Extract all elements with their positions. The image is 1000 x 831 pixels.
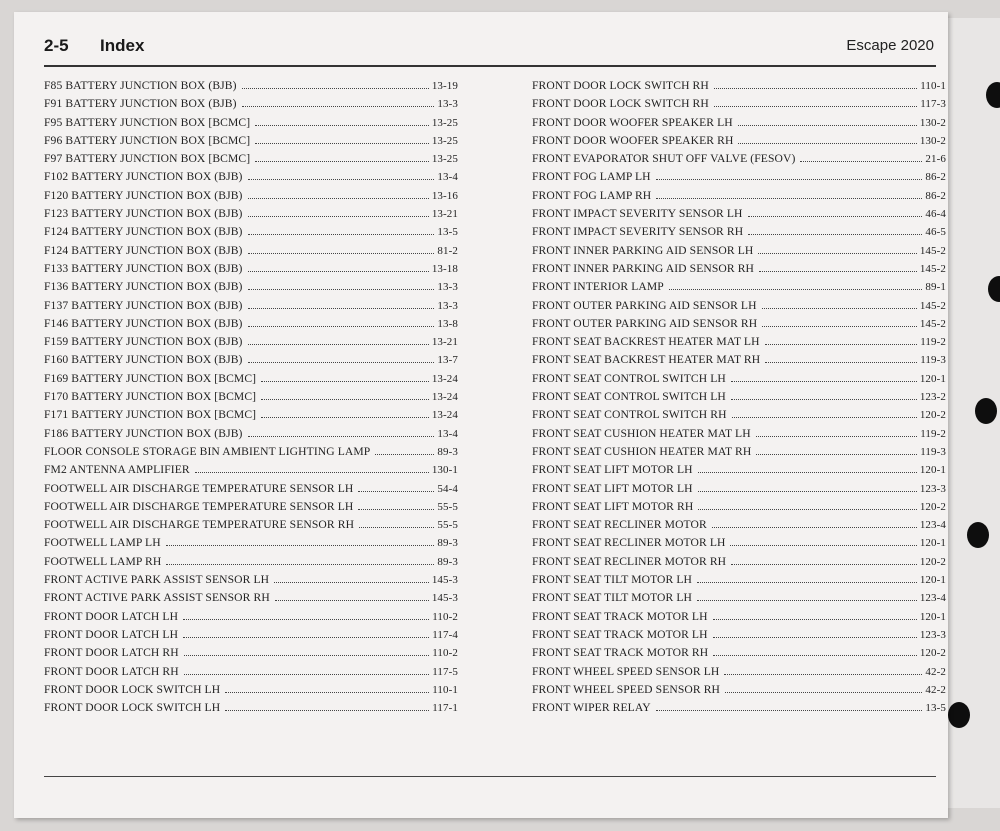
dot-leader bbox=[698, 490, 917, 492]
index-entry-page: 13-25 bbox=[431, 134, 458, 147]
index-entry bbox=[532, 610, 946, 628]
index-entry-name: F123 BATTERY JUNCTION BOX (BJB) bbox=[44, 207, 243, 221]
binder-hole bbox=[967, 522, 989, 548]
index-entry-name: FRONT DOOR LATCH RH bbox=[44, 646, 179, 660]
index-entry-page: 130-2 bbox=[919, 134, 946, 147]
index-entry-page: 13-16 bbox=[431, 189, 458, 202]
index-entry bbox=[532, 152, 946, 170]
index-entry-page: 13-24 bbox=[431, 391, 458, 404]
index-entry-name: FRONT SEAT TRACK MOTOR LH bbox=[532, 627, 708, 641]
index-entry bbox=[44, 445, 458, 463]
index-entry bbox=[44, 628, 458, 646]
dot-leader bbox=[732, 416, 917, 418]
index-entry-page: 120-1 bbox=[919, 574, 946, 587]
index-entry bbox=[532, 244, 946, 262]
index-entry-name: FRONT DOOR WOOFER SPEAKER LH bbox=[532, 115, 733, 129]
index-entry-name: FM2 ANTENNA AMPLIFIER bbox=[44, 463, 190, 477]
index-entry-page: 117-3 bbox=[920, 98, 946, 111]
index-entry bbox=[44, 299, 458, 317]
index-entry bbox=[44, 390, 458, 408]
index-entry-page: 55-5 bbox=[437, 500, 458, 513]
dot-leader bbox=[669, 288, 923, 290]
index-entry bbox=[44, 116, 458, 134]
dot-leader bbox=[731, 563, 917, 565]
dot-leader bbox=[762, 325, 917, 327]
index-entry-name: FRONT WHEEL SPEED SENSOR RH bbox=[532, 682, 721, 696]
index-entry-page: 119-2 bbox=[920, 336, 946, 349]
dot-leader bbox=[697, 581, 917, 583]
index-entry-name: FRONT ACTIVE PARK ASSIST SENSOR LH bbox=[44, 573, 270, 587]
index-entry-name: F159 BATTERY JUNCTION BOX (BJB) bbox=[44, 335, 243, 349]
index-entry-page: 145-2 bbox=[919, 244, 946, 257]
index-entry-page: 42-2 bbox=[925, 665, 946, 678]
index-entry-page: 46-5 bbox=[925, 226, 946, 239]
index-entry bbox=[44, 225, 458, 243]
index-entry-page: 13-21 bbox=[431, 336, 458, 349]
dot-leader bbox=[765, 343, 918, 345]
dot-leader bbox=[358, 508, 434, 510]
index-entry-name: FRONT OUTER PARKING AID SENSOR RH bbox=[532, 316, 758, 330]
dot-leader bbox=[255, 142, 429, 144]
index-entry bbox=[44, 170, 458, 188]
index-entry-name: FRONT SEAT TRACK MOTOR LH bbox=[532, 609, 708, 623]
index-entry-page: 86-2 bbox=[925, 171, 946, 184]
index-entry-name: FRONT SEAT RECLINER MOTOR bbox=[532, 518, 707, 532]
dot-leader bbox=[697, 599, 917, 601]
index-entry-name: FLOOR CONSOLE STORAGE BIN AMBIENT LIGHTING LAMP bbox=[44, 444, 371, 458]
index-entry-page: 89-3 bbox=[437, 537, 458, 550]
index-entry-page: 13-25 bbox=[431, 116, 458, 129]
index-entry-page: 123-3 bbox=[919, 628, 946, 641]
index-entry-page: 81-2 bbox=[437, 244, 458, 257]
section-title: Index bbox=[100, 36, 145, 55]
index-entry-page: 145-2 bbox=[919, 262, 946, 275]
dot-leader bbox=[762, 307, 917, 309]
index-entry bbox=[44, 408, 458, 426]
index-entry-name: FRONT SEAT LIFT MOTOR LH bbox=[532, 481, 693, 495]
dot-leader bbox=[248, 252, 435, 254]
index-page bbox=[14, 12, 948, 818]
index-entry-page: 110-2 bbox=[432, 647, 458, 660]
index-entry bbox=[44, 79, 458, 97]
index-entry-name: FRONT SEAT TRACK MOTOR RH bbox=[532, 646, 709, 660]
dot-leader bbox=[261, 380, 429, 382]
dot-leader bbox=[714, 105, 917, 107]
index-entry-page: 54-4 bbox=[437, 482, 458, 495]
index-entry-name: FRONT ACTIVE PARK ASSIST SENSOR RH bbox=[44, 591, 270, 605]
index-entry-page: 119-3 bbox=[920, 445, 946, 458]
index-entry bbox=[44, 427, 458, 445]
index-entry-name: FRONT SEAT CONTROL SWITCH RH bbox=[532, 408, 727, 422]
dot-leader bbox=[225, 691, 429, 693]
index-entry-page: 55-5 bbox=[437, 519, 458, 532]
index-entry-name: F170 BATTERY JUNCTION BOX [BCMC] bbox=[44, 390, 257, 404]
index-entry-name: FRONT DOOR LOCK SWITCH LH bbox=[44, 682, 221, 696]
index-entry-page: 130-1 bbox=[431, 464, 458, 477]
index-entry-name: FRONT IMPACT SEVERITY SENSOR RH bbox=[532, 225, 744, 239]
index-entry bbox=[44, 97, 458, 115]
index-entry-name: F124 BATTERY JUNCTION BOX (BJB) bbox=[44, 225, 243, 239]
index-entry-name: F146 BATTERY JUNCTION BOX (BJB) bbox=[44, 316, 243, 330]
index-entry-name: FRONT DOOR LOCK SWITCH LH bbox=[44, 701, 221, 715]
index-entry bbox=[44, 482, 458, 500]
dot-leader bbox=[255, 160, 429, 162]
index-entry-name: F137 BATTERY JUNCTION BOX (BJB) bbox=[44, 298, 243, 312]
index-entry bbox=[44, 500, 458, 518]
index-entry-page: 13-7 bbox=[437, 354, 458, 367]
dot-leader bbox=[698, 471, 917, 473]
index-entry-name: F169 BATTERY JUNCTION BOX [BCMC] bbox=[44, 371, 257, 385]
index-entry-name: FRONT INNER PARKING AID SENSOR RH bbox=[532, 261, 755, 275]
index-entry bbox=[44, 701, 458, 719]
index-entry-page: 89-3 bbox=[437, 555, 458, 568]
index-entry bbox=[44, 262, 458, 280]
dot-leader bbox=[248, 325, 435, 327]
dot-leader bbox=[713, 618, 917, 620]
index-entry-page: 120-1 bbox=[919, 372, 946, 385]
index-entry bbox=[532, 116, 946, 134]
index-entry-page: 123-3 bbox=[919, 482, 946, 495]
dot-leader bbox=[261, 416, 429, 418]
document-title: Escape 2020 bbox=[846, 37, 934, 54]
index-entry-page: 13-18 bbox=[431, 262, 458, 275]
index-entry bbox=[532, 280, 946, 298]
dot-leader bbox=[358, 490, 434, 492]
dot-leader bbox=[248, 270, 429, 272]
index-entry bbox=[532, 189, 946, 207]
dot-leader bbox=[261, 398, 429, 400]
dot-leader bbox=[748, 215, 923, 217]
index-entry bbox=[44, 610, 458, 628]
dot-leader bbox=[225, 709, 429, 711]
index-entry-page: 13-3 bbox=[437, 299, 458, 312]
index-entry-name: FRONT SEAT CUSHION HEATER MAT RH bbox=[532, 444, 752, 458]
index-entry-name: FRONT SEAT CONTROL SWITCH LH bbox=[532, 390, 726, 404]
dot-leader bbox=[725, 691, 922, 693]
dot-leader bbox=[656, 178, 923, 180]
index-entry-page: 13-5 bbox=[925, 702, 946, 715]
index-entry-name: FRONT DOOR LATCH LH bbox=[44, 609, 179, 623]
index-entry bbox=[532, 665, 946, 683]
index-entry-page: 123-4 bbox=[919, 519, 946, 532]
dot-leader bbox=[731, 398, 917, 400]
index-entry-name: F97 BATTERY JUNCTION BOX [BCMC] bbox=[44, 152, 251, 166]
index-entry bbox=[532, 536, 946, 554]
dot-leader bbox=[248, 233, 435, 235]
index-entry-page: 123-2 bbox=[919, 391, 946, 404]
dot-leader bbox=[248, 435, 435, 437]
index-entry-name: FOOTWELL LAMP RH bbox=[44, 554, 162, 568]
index-entry bbox=[44, 280, 458, 298]
index-entry-page: 110-2 bbox=[432, 610, 458, 623]
index-entry bbox=[44, 646, 458, 664]
dot-leader bbox=[195, 471, 429, 473]
index-entry bbox=[44, 244, 458, 262]
index-entry bbox=[44, 134, 458, 152]
index-entry-page: 13-21 bbox=[431, 208, 458, 221]
dot-leader bbox=[255, 124, 429, 126]
index-entry-name: F136 BATTERY JUNCTION BOX (BJB) bbox=[44, 280, 243, 294]
page-number: 2-5 bbox=[44, 36, 69, 55]
dot-leader bbox=[183, 636, 429, 638]
footer-rule bbox=[44, 776, 936, 777]
index-entry-name: F186 BATTERY JUNCTION BOX (BJB) bbox=[44, 426, 243, 440]
dot-leader bbox=[656, 197, 922, 199]
index-entry bbox=[532, 683, 946, 701]
index-entry-name: FRONT DOOR LOCK SWITCH RH bbox=[532, 79, 709, 92]
dot-leader bbox=[713, 636, 917, 638]
index-entry bbox=[532, 445, 946, 463]
dot-leader bbox=[698, 508, 917, 510]
index-entry-page: 89-3 bbox=[437, 445, 458, 458]
index-entry-page: 119-2 bbox=[920, 427, 946, 440]
index-entry-name: F124 BATTERY JUNCTION BOX (BJB) bbox=[44, 243, 243, 257]
index-entry bbox=[532, 225, 946, 243]
index-entry-name: FOOTWELL AIR DISCHARGE TEMPERATURE SENSOR RH bbox=[44, 518, 355, 532]
index-entry-name: FRONT IMPACT SEVERITY SENSOR LH bbox=[532, 207, 743, 221]
index-entry-page: 86-2 bbox=[925, 189, 946, 202]
index-entry-page: 13-3 bbox=[437, 281, 458, 294]
index-entry bbox=[532, 317, 946, 335]
index-entry-name: F133 BATTERY JUNCTION BOX (BJB) bbox=[44, 261, 243, 275]
index-entry-page: 120-2 bbox=[919, 500, 946, 513]
index-entry bbox=[532, 701, 946, 719]
dot-leader bbox=[166, 544, 435, 546]
index-entry bbox=[532, 555, 946, 573]
dot-leader bbox=[656, 709, 923, 711]
index-entry bbox=[532, 518, 946, 536]
dot-leader bbox=[183, 618, 429, 620]
index-entry-page: 123-4 bbox=[919, 592, 946, 605]
index-entry-page: 89-1 bbox=[925, 281, 946, 294]
index-entry bbox=[532, 408, 946, 426]
index-entry-name: F91 BATTERY JUNCTION BOX (BJB) bbox=[44, 97, 237, 111]
index-entry bbox=[532, 427, 946, 445]
dot-leader bbox=[274, 581, 429, 583]
index-entry-name: FRONT INTERIOR LAMP bbox=[532, 280, 664, 294]
dot-leader bbox=[756, 453, 917, 455]
index-entry bbox=[532, 646, 946, 664]
index-entry-name: FRONT SEAT TILT MOTOR LH bbox=[532, 573, 693, 587]
dot-leader bbox=[248, 288, 435, 290]
index-entry-name: FRONT WHEEL SPEED SENSOR LH bbox=[532, 664, 720, 678]
index-entry bbox=[44, 335, 458, 353]
dot-leader bbox=[738, 124, 917, 126]
index-entry-name: FRONT DOOR LATCH LH bbox=[44, 627, 179, 641]
index-entry bbox=[44, 189, 458, 207]
dot-leader bbox=[184, 654, 430, 656]
binder-hole bbox=[975, 398, 997, 424]
index-entry bbox=[44, 463, 458, 481]
dot-leader bbox=[275, 599, 429, 601]
dot-leader bbox=[248, 361, 435, 363]
index-entry-page: 46-4 bbox=[925, 208, 946, 221]
index-entry-page: 120-1 bbox=[919, 537, 946, 550]
index-entry-name: FRONT SEAT TILT MOTOR LH bbox=[532, 591, 693, 605]
index-entry-page: 42-2 bbox=[925, 683, 946, 696]
index-entry-page: 13-24 bbox=[431, 409, 458, 422]
dot-leader bbox=[731, 380, 917, 382]
dot-leader bbox=[248, 343, 429, 345]
index-entry-name: FRONT DOOR LATCH RH bbox=[44, 664, 179, 678]
dot-leader bbox=[748, 233, 922, 235]
index-entry bbox=[44, 555, 458, 573]
index-entry bbox=[44, 536, 458, 554]
index-entry bbox=[532, 353, 946, 371]
index-entry-name: FRONT SEAT RECLINER MOTOR LH bbox=[532, 536, 726, 550]
index-entry bbox=[532, 628, 946, 646]
index-entry-page: 117-1 bbox=[432, 702, 458, 715]
dot-leader bbox=[242, 105, 435, 107]
dot-leader bbox=[375, 453, 434, 455]
index-entry-page: 13-4 bbox=[437, 171, 458, 184]
index-entry bbox=[532, 299, 946, 317]
index-entry-name: FRONT SEAT BACKREST HEATER MAT LH bbox=[532, 335, 760, 349]
index-entry-page: 119-3 bbox=[920, 354, 946, 367]
index-entry-page: 117-4 bbox=[432, 628, 458, 641]
index-entry-page: 120-1 bbox=[919, 610, 946, 623]
index-entry bbox=[44, 317, 458, 335]
index-entry-page: 145-2 bbox=[919, 317, 946, 330]
page-header bbox=[44, 36, 934, 58]
index-entry-page: 117-5 bbox=[432, 665, 458, 678]
index-entry bbox=[532, 500, 946, 518]
index-entry-name: FRONT SEAT CUSHION HEATER MAT LH bbox=[532, 426, 751, 440]
index-column-right bbox=[532, 79, 946, 719]
index-entry-page: 145-2 bbox=[919, 299, 946, 312]
index-entry bbox=[532, 170, 946, 188]
index-entry-page: 13-8 bbox=[437, 317, 458, 330]
index-entry bbox=[44, 353, 458, 371]
index-entry bbox=[532, 134, 946, 152]
index-entry-name: F160 BATTERY JUNCTION BOX (BJB) bbox=[44, 353, 243, 367]
index-entry bbox=[44, 683, 458, 701]
header-rule bbox=[44, 65, 936, 67]
index-entry-name: FRONT INNER PARKING AID SENSOR LH bbox=[532, 243, 754, 257]
dot-leader bbox=[248, 215, 429, 217]
index-entry-name: FRONT SEAT CONTROL SWITCH LH bbox=[532, 371, 726, 385]
index-entry-name: F85 BATTERY JUNCTION BOX (BJB) bbox=[44, 79, 237, 92]
index-entry bbox=[44, 372, 458, 390]
dot-leader bbox=[738, 142, 916, 144]
index-entry-page: 145-3 bbox=[431, 592, 458, 605]
index-column-left bbox=[44, 79, 458, 719]
dot-leader bbox=[800, 160, 922, 162]
dot-leader bbox=[713, 654, 917, 656]
index-entry bbox=[532, 372, 946, 390]
index-entry-page: 13-25 bbox=[431, 153, 458, 166]
index-entry bbox=[44, 665, 458, 683]
dot-leader bbox=[359, 526, 434, 528]
index-entry-name: FRONT SEAT BACKREST HEATER MAT RH bbox=[532, 353, 761, 367]
dot-leader bbox=[166, 563, 434, 565]
index-entry bbox=[44, 573, 458, 591]
index-entry-name: FRONT EVAPORATOR SHUT OFF VALVE (FESOV) bbox=[532, 152, 796, 166]
index-entry-page: 13-5 bbox=[437, 226, 458, 239]
index-entry-name: FRONT DOOR WOOFER SPEAKER RH bbox=[532, 133, 734, 147]
index-entry bbox=[44, 518, 458, 536]
binder-hole bbox=[948, 702, 970, 728]
dot-leader bbox=[242, 87, 429, 89]
index-entry bbox=[532, 482, 946, 500]
dot-leader bbox=[730, 544, 916, 546]
index-entry bbox=[532, 97, 946, 115]
dot-leader bbox=[184, 673, 430, 675]
dot-leader bbox=[759, 270, 917, 272]
index-entry-page: 13-19 bbox=[431, 80, 458, 92]
index-entry-name: FRONT SEAT LIFT MOTOR LH bbox=[532, 463, 693, 477]
index-entry-page: 120-1 bbox=[919, 464, 946, 477]
dot-leader bbox=[712, 526, 917, 528]
index-entry-name: FRONT SEAT LIFT MOTOR RH bbox=[532, 499, 694, 513]
index-entry-page: 13-24 bbox=[431, 372, 458, 385]
index-entry-page: 21-6 bbox=[925, 153, 946, 166]
dot-leader bbox=[724, 673, 922, 675]
index-entry bbox=[532, 79, 946, 97]
index-entry-name: FOOTWELL LAMP LH bbox=[44, 536, 161, 550]
index-entry bbox=[532, 207, 946, 225]
index-entry bbox=[532, 390, 946, 408]
index-entry-page: 145-3 bbox=[431, 574, 458, 587]
dot-leader bbox=[758, 252, 916, 254]
index-entry bbox=[532, 591, 946, 609]
index-entry-page: 120-2 bbox=[919, 409, 946, 422]
index-entry-page: 120-2 bbox=[919, 647, 946, 660]
index-entry-name: FRONT FOG LAMP RH bbox=[532, 188, 652, 202]
index-entry-page: 13-4 bbox=[437, 427, 458, 440]
index-entry bbox=[44, 207, 458, 225]
index-entry-page: 130-2 bbox=[919, 116, 946, 129]
index-entry-name: F95 BATTERY JUNCTION BOX [BCMC] bbox=[44, 115, 251, 129]
index-entry bbox=[44, 152, 458, 170]
index-entry bbox=[532, 262, 946, 280]
index-entry-name: FRONT FOG LAMP LH bbox=[532, 170, 651, 184]
index-entry bbox=[532, 463, 946, 481]
index-entry-page: 110-1 bbox=[920, 80, 946, 92]
index-entry bbox=[532, 335, 946, 353]
dot-leader bbox=[765, 361, 917, 363]
dot-leader bbox=[714, 87, 917, 89]
index-entry-name: F171 BATTERY JUNCTION BOX [BCMC] bbox=[44, 408, 257, 422]
index-entry-page: 120-2 bbox=[919, 555, 946, 568]
index-entry-page: 13-3 bbox=[437, 98, 458, 111]
index-entry-name: FOOTWELL AIR DISCHARGE TEMPERATURE SENSOR LH bbox=[44, 481, 354, 495]
index-entry-name: FRONT DOOR LOCK SWITCH RH bbox=[532, 97, 709, 111]
dot-leader bbox=[248, 307, 435, 309]
index-entry-name: FOOTWELL AIR DISCHARGE TEMPERATURE SENSOR LH bbox=[44, 499, 354, 513]
index-entry-name: F102 BATTERY JUNCTION BOX (BJB) bbox=[44, 170, 243, 184]
index-entry-page: 110-1 bbox=[432, 683, 458, 696]
index-entry-name: FRONT OUTER PARKING AID SENSOR LH bbox=[532, 298, 757, 312]
index-entry bbox=[532, 573, 946, 591]
dot-leader bbox=[756, 435, 918, 437]
index-entry-name: FRONT SEAT RECLINER MOTOR RH bbox=[532, 554, 727, 568]
dot-leader bbox=[248, 178, 435, 180]
index-entry-name: FRONT WIPER RELAY bbox=[532, 701, 651, 715]
dot-leader bbox=[248, 197, 429, 199]
index-entry bbox=[44, 591, 458, 609]
index-entry-name: F120 BATTERY JUNCTION BOX (BJB) bbox=[44, 188, 243, 202]
index-entry-name: F96 BATTERY JUNCTION BOX [BCMC] bbox=[44, 133, 251, 147]
